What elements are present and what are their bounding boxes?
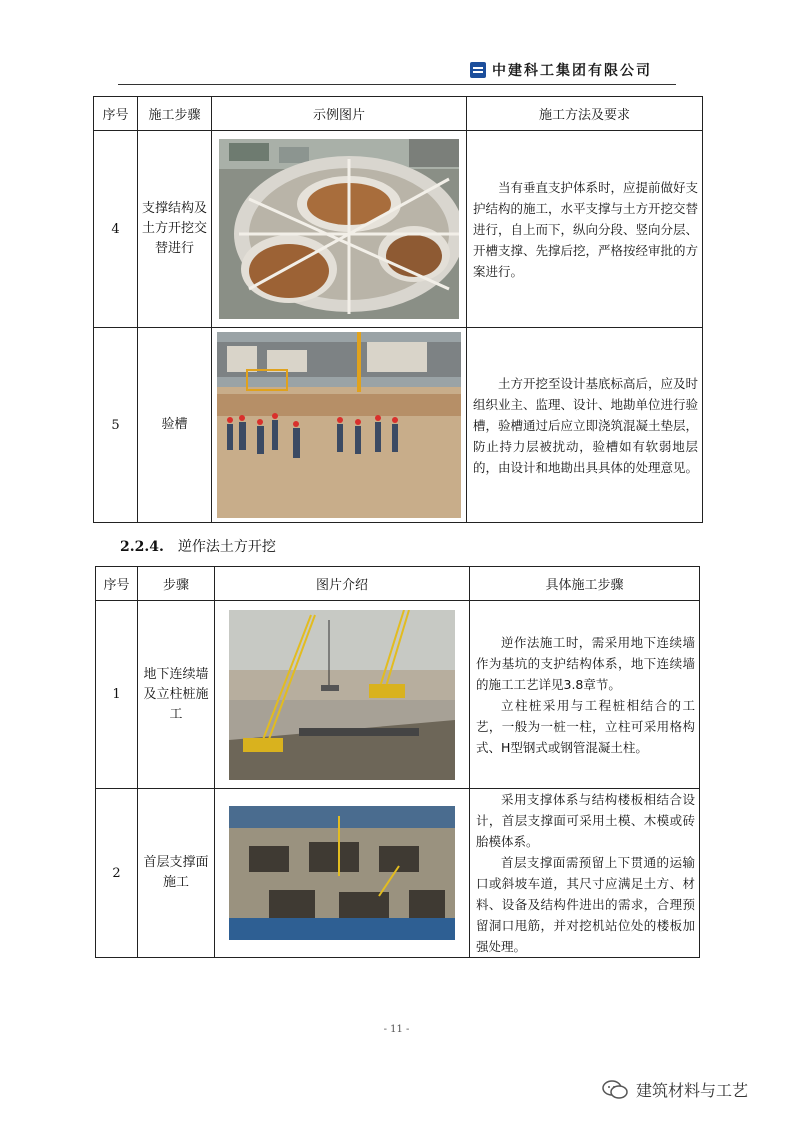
method-description [467, 328, 703, 523]
table-row [94, 328, 703, 523]
page-number: - 11 - [383, 1024, 410, 1035]
header-cell: 图片介绍 [215, 567, 470, 601]
section-title: 逆作法土方开挖 [177, 539, 276, 555]
step-name: 首层支撑面施工 [138, 789, 215, 958]
example-image-cell [212, 131, 467, 328]
step-name: 支撑结构及土方开挖交替进行 [138, 131, 212, 328]
header-divider [118, 84, 676, 85]
header-cell: 具体施工步骤 [470, 567, 700, 601]
example-image-cell [215, 789, 470, 958]
table-header-row [94, 97, 703, 131]
table-row [96, 601, 700, 789]
table-header-row [96, 567, 700, 601]
construction-table-1 [93, 96, 703, 523]
header-cell: 序号 [94, 97, 138, 131]
row-number: 5 [94, 328, 138, 523]
wechat-icon [602, 1080, 628, 1100]
diaphragm-wall-photo [229, 610, 455, 780]
company-name: 中建科工集团有限公司 [492, 63, 652, 79]
row-number: 4 [94, 131, 138, 328]
description-paragraph: 采用支撑体系与结构楼板相结合设计，首层支撑面可采用土模、木模或砖胎模体系。 [476, 792, 695, 849]
description-paragraph: 首层支撑面需预留上下贯通的运输口或斜坡车道，其尺寸应满足土方、材料、设备及结构件进出的需求，合理预留洞口甩筋，并对挖机站位处的楼板加强处理。 [476, 855, 695, 954]
header-cell: 施工方法及要求 [467, 97, 703, 131]
header-cell: 施工步骤 [138, 97, 212, 131]
description-paragraph: 土方开挖至设计基底标高后，应及时组织业主、监理、设计、地勘单位进行验槽，验槽通过后应立即浇筑混凝土垫层，防止持力层被扰动，验槽如有软弱地层的，由设计和地勘出具具体的处理意见。 [473, 375, 699, 475]
watermark [602, 1078, 748, 1101]
step-name: 地下连续墙及立柱桩施工 [138, 601, 215, 789]
header-cell: 步骤 [138, 567, 215, 601]
method-description [470, 789, 700, 958]
header-cell: 示例图片 [212, 97, 467, 131]
header-cell: 序号 [96, 567, 138, 601]
example-image-cell [215, 601, 470, 789]
method-description [467, 131, 703, 328]
base-inspection-photo [217, 332, 461, 518]
description-paragraph: 当有垂直支护体系时，应提前做好支护结构的施工，水平支撑与土方开挖交替进行，自上而下，纵向分段、竖向分层、开槽支撑、先撑后挖，严格按经审批的方案进行。 [473, 179, 699, 279]
first-floor-slab-photo [229, 806, 455, 940]
method-description [470, 601, 700, 789]
construction-table-2 [95, 566, 700, 958]
section-heading [120, 536, 276, 556]
watermark-text: 建筑材料与工艺 [636, 1081, 749, 1100]
header-logo [470, 60, 652, 80]
description-paragraph: 立柱桩采用与工程桩相结合的工艺，一般为一桩一柱，立柱可采用格构式、H型钢式或钢管混凝土柱。 [476, 697, 695, 755]
description-paragraph: 逆作法施工时，需采用地下连续墙作为基坑的支护结构体系，地下连续墙的施工工艺详见3.8章节。 [476, 634, 695, 692]
table-row [94, 131, 703, 328]
example-image-cell [212, 328, 467, 523]
company-logo-icon [470, 62, 486, 78]
step-name: 验槽 [138, 328, 212, 523]
row-number: 2 [96, 789, 138, 958]
excavation-support-photo [219, 139, 459, 319]
row-number: 1 [96, 601, 138, 789]
table-row [96, 789, 700, 958]
section-number: 2.2.4. [120, 539, 164, 555]
